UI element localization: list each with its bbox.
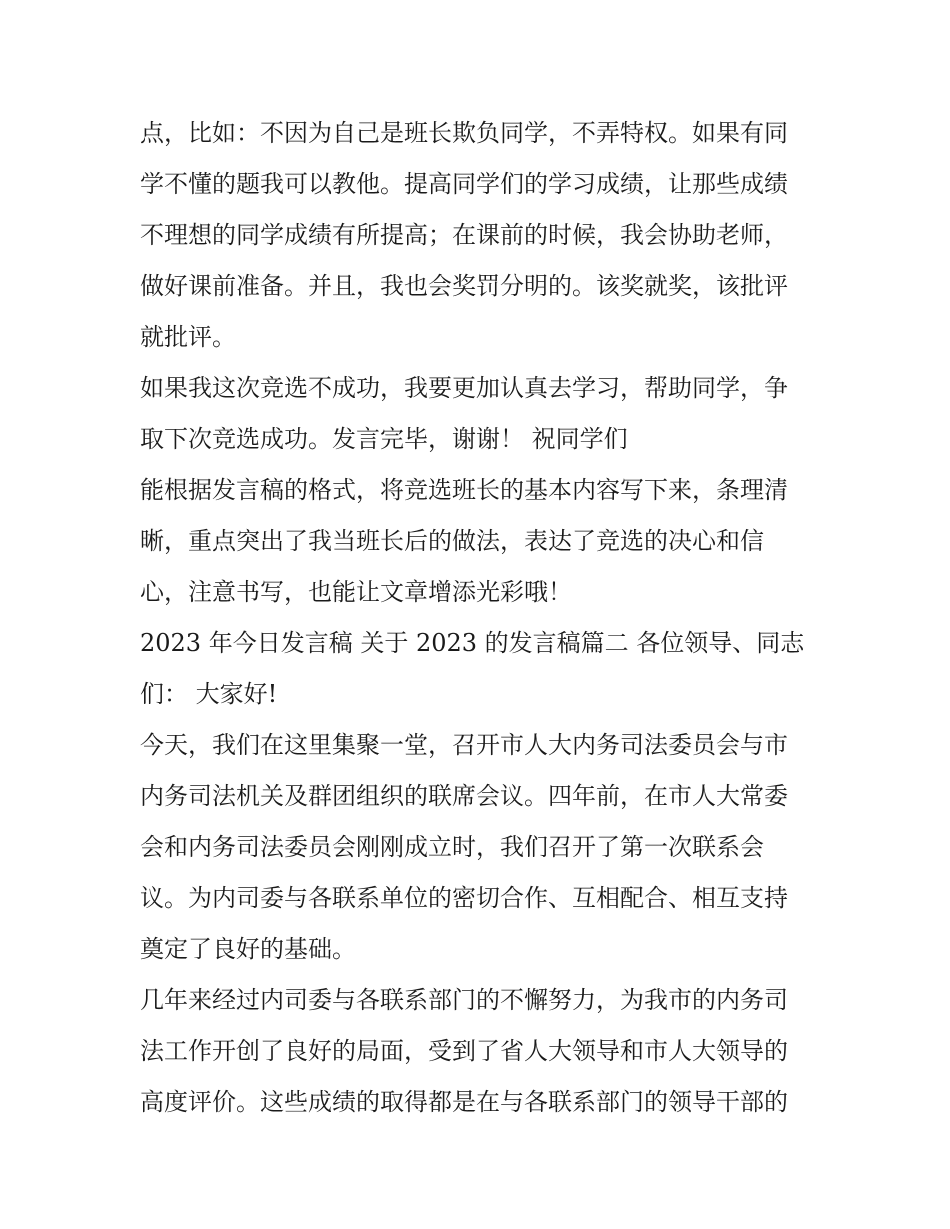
text-line: 能根据发言稿的格式，将竞选班长的基本内容写下来，条理清: [140, 476, 788, 504]
text-line: 奠定了良好的基础。: [140, 935, 356, 963]
text-line: 内务司法机关及群团组织的联席会议。四年前，在市人大常委: [140, 782, 788, 810]
text-line: 不理想的同学成绩有所提高；在课前的时候，我会协助老师，: [140, 221, 788, 249]
text-line: 晰，重点突出了我当班长后的做法，表达了竞选的决心和信: [140, 527, 764, 555]
text-line: 取下次竞选成功。发言完毕，谢谢！ 祝同学们: [140, 425, 628, 453]
text-line: 高度评价。这些成绩的取得都是在与各联系部门的领导干部的: [140, 1088, 788, 1116]
text-line: 们： 大家好!: [140, 680, 278, 708]
text-line: 如果我这次竞选不成功，我要更加认真去学习，帮助同学，争: [140, 374, 788, 402]
text-line: 2023 年今日发言稿 关于 2023 的发言稿篇二 各位领导、同志: [140, 629, 805, 657]
text-line: 议。为内司委与各联系单位的密切合作、互相配合、相互支持: [140, 884, 788, 912]
text-line: 学不懂的题我可以教他。提高同学们的学习成绩，让那些成绩: [140, 170, 788, 198]
document-body: [140, 108, 820, 1128]
text-line: 法工作开创了良好的局面，受到了省人大领导和市人大领导的: [140, 1037, 788, 1065]
text-line: 点，比如：不因为自己是班长欺负同学，不弄特权。如果有同: [140, 119, 788, 147]
text-line: 今天，我们在这里集聚一堂，召开市人大内务司法委员会与市: [140, 731, 788, 759]
text-line: 会和内务司法委员会刚刚成立时，我们召开了第一次联系会: [140, 833, 764, 861]
text-line: 心，注意书写，也能让文章增添光彩哦！: [140, 578, 572, 606]
text-line: 几年来经过内司委与各联系部门的不懈努力，为我市的内务司: [140, 986, 788, 1014]
text-line: 就批评。: [140, 323, 236, 351]
text-line: 做好课前准备。并且，我也会奖罚分明的。该奖就奖，该批评: [140, 272, 788, 300]
